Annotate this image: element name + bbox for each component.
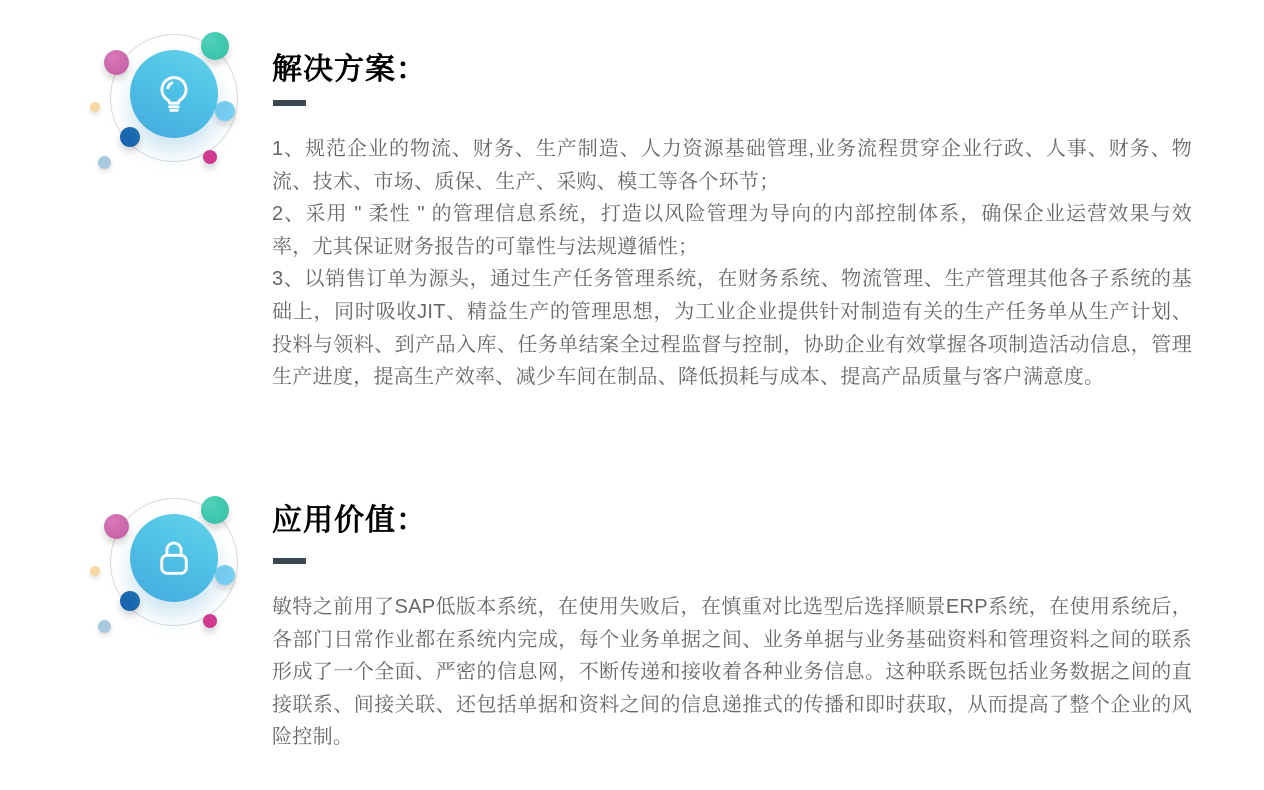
decorative-dot-yellow [90,566,100,576]
value-icon-group [92,486,260,654]
solution-paragraph-3: 3、以销售订单为源头，通过生产任务管理系统，在财务系统、物流管理、生产管理其他各子系统的基础上，同时吸收JIT、精益生产的管理思想，为工业企业提供针对制造有关的生产任务单从生产计划、投料与领料、到产品入库、任务单结案全过程监督与控制，协助企业有效掌握各项制造活动信息，管理生产进度，提高生产效率、减少车间在制品、降低损耗与成本、提高产品质量与客户满意度。 [272,268,1192,389]
decorative-dot-magenta [203,150,217,164]
section-title-value: 应用价值： [272,504,427,537]
decorative-dot-light-blue [215,565,235,585]
decorative-dot-yellow [90,102,100,112]
value-body [272,591,1192,754]
decorative-dot-magenta [203,614,217,628]
section-title-solution: 解决方案： [272,53,427,86]
decorative-dot-dark-blue [120,127,140,147]
decorative-dot-dark-blue [120,591,140,611]
lightbulb-icon [130,50,218,138]
decorative-dot-pink [104,50,129,75]
title-underline-dash [273,558,306,564]
solution-paragraph-1: 1、规范企业的物流、财务、生产制造、人力资源基础管理,业务流程贯穿企业行政、人事、财务、物流、技术、市场、质保、生产、采购、模工等各个环节； [272,138,1192,193]
title-underline-dash [273,100,306,106]
solution-icon-group [92,22,260,190]
decorative-dot-blue-gray [98,620,111,633]
decorative-dot-teal [201,32,229,60]
decorative-dot-pink [104,514,129,539]
solution-body [272,133,1192,394]
value-paragraph-1: 敏特之前用了SAP低版本系统，在使用失败后，在慎重对比选型后选择顺景ERP系统，在使用系统后，各部门日常作业都在系统内完成，每个业务单据之间、业务单据与业务基础资料和管理资料之间的联系形成了一个全面、严密的信息网，不断传递和接收着各种业务信息。这种联系既包括业务数据之间的直接联系、间接关联、还包括单据和资料之间的信息递推式的传播和即时获取，从而提高了整个企业的风险控制。 [272,596,1192,749]
decorative-dot-blue-gray [98,156,111,169]
decorative-dot-teal [201,496,229,524]
lock-icon [130,514,218,602]
decorative-dot-light-blue [215,101,235,121]
solution-paragraph-2: 2、采用 " 柔性 " 的管理信息系统，打造以风险管理为导向的内部控制体系，确保企业运营效果与效率，尤其保证财务报告的可靠性与法规遵循性； [272,203,1192,258]
